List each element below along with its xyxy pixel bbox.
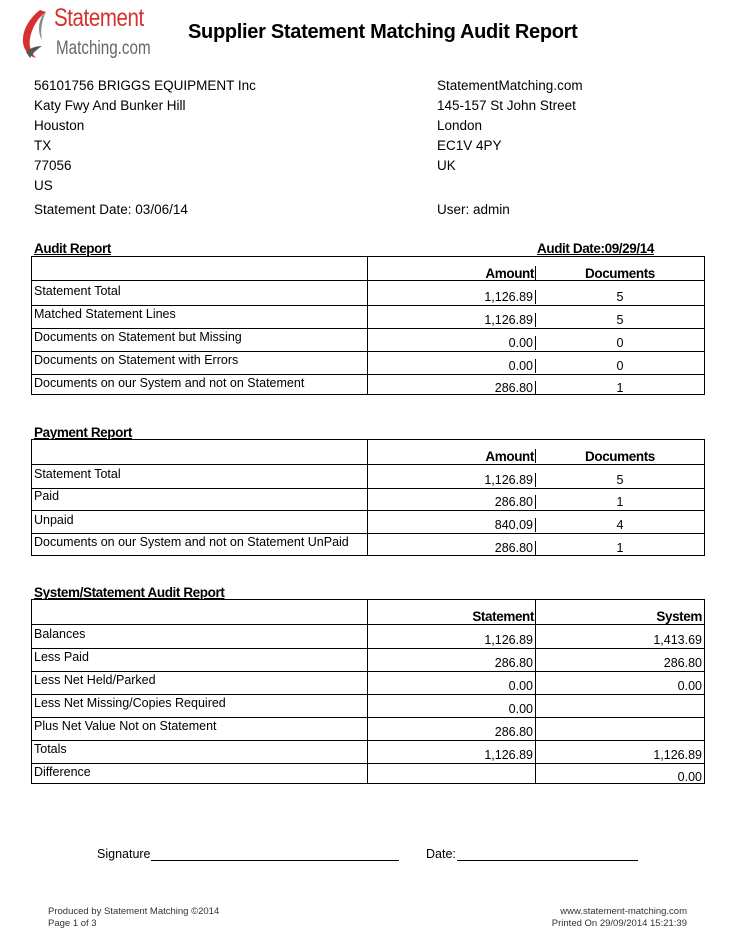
company-line: UK bbox=[437, 158, 456, 173]
table-row-system: 1,126.89 bbox=[653, 748, 702, 762]
table-row-statement: 0.00 bbox=[508, 679, 533, 693]
logo bbox=[20, 4, 151, 66]
table-row-label: Difference bbox=[34, 765, 91, 779]
table-row-label: Totals bbox=[34, 742, 67, 756]
table-row-system: 286.80 bbox=[663, 656, 702, 670]
supplier-address bbox=[34, 76, 256, 196]
table-row-label: Statement Total bbox=[34, 467, 121, 481]
table-row-docs: 5 bbox=[616, 313, 624, 327]
supplier-line: Katy Fwy And Bunker Hill bbox=[34, 98, 186, 113]
col-header-system: System bbox=[656, 609, 702, 624]
audit-report-title: Audit Report bbox=[34, 241, 111, 256]
system-report-table bbox=[31, 599, 705, 784]
supplier-line: 56101756 BRIGGS EQUIPMENT Inc bbox=[34, 78, 256, 93]
table-row-docs: 0 bbox=[616, 336, 624, 350]
supplier-line: US bbox=[34, 178, 53, 193]
table-row-system: 1,413.69 bbox=[653, 633, 702, 647]
col-header-documents: Documents bbox=[585, 266, 655, 281]
signature-line[interactable] bbox=[151, 860, 399, 861]
user-label: User: admin bbox=[437, 202, 510, 217]
table-row-docs: 4 bbox=[616, 518, 624, 532]
footer-right bbox=[552, 906, 687, 930]
table-row-amount: 0.00 bbox=[508, 359, 533, 373]
payment-report-title: Payment Report bbox=[34, 425, 132, 440]
signature-label: Signature bbox=[97, 847, 151, 861]
date-label: Date: bbox=[426, 847, 456, 861]
statement-date: Statement Date: 03/06/14 bbox=[34, 202, 188, 217]
table-row-label: Less Net Held/Parked bbox=[34, 673, 156, 687]
table-row-statement: 286.80 bbox=[494, 725, 533, 739]
audit-date: Audit Date:09/29/14 bbox=[537, 241, 654, 256]
table-row-amount: 286.80 bbox=[494, 381, 533, 395]
table-row-docs: 0 bbox=[616, 359, 624, 373]
table-row-docs: 1 bbox=[616, 381, 624, 395]
company-line: StatementMatching.com bbox=[437, 78, 583, 93]
company-line: London bbox=[437, 118, 483, 133]
supplier-line: TX bbox=[34, 138, 52, 153]
company-line: 145-157 St John Street bbox=[437, 98, 576, 113]
col-header-amount: Amount bbox=[485, 266, 534, 281]
table-row-system: 0.00 bbox=[677, 770, 702, 784]
table-row-statement: 1,126.89 bbox=[484, 633, 533, 647]
table-row-amount: 840.09 bbox=[494, 518, 533, 532]
table-row-label: Less Paid bbox=[34, 650, 89, 664]
table-row-label: Paid bbox=[34, 489, 60, 503]
col-header-amount: Amount bbox=[485, 449, 534, 464]
table-row-amount: 1,126.89 bbox=[484, 313, 533, 327]
table-row-label: Documents on Statement but Missing bbox=[34, 330, 242, 344]
table-row-system: 0.00 bbox=[677, 679, 702, 693]
table-row-statement: 1,126.89 bbox=[484, 748, 533, 762]
supplier-line: 77056 bbox=[34, 158, 72, 173]
table-row-statement: 0.00 bbox=[508, 702, 533, 716]
table-row-label: Documents on Statement with Errors bbox=[34, 353, 239, 367]
table-row-amount: 0.00 bbox=[508, 336, 533, 350]
footer-printed: Printed On 29/09/2014 15:21:39 bbox=[551, 918, 687, 929]
payment-report-table bbox=[31, 439, 705, 556]
company-line: EC1V 4PY bbox=[437, 138, 502, 153]
footer-url: www.statement-matching.com bbox=[560, 906, 687, 917]
footer-produced: Produced by Statement Matching ©2014 bbox=[48, 906, 220, 917]
logo-text-line2: Matching.com bbox=[56, 38, 151, 59]
table-row-label: Plus Net Value Not on Statement bbox=[34, 719, 217, 733]
col-header-documents: Documents bbox=[585, 449, 655, 464]
footer-left bbox=[48, 906, 219, 930]
col-header-statement: Statement bbox=[472, 609, 534, 624]
footer-page: Page 1 of 3 bbox=[48, 918, 97, 929]
table-row-label: Balances bbox=[34, 627, 86, 641]
table-row-docs: 1 bbox=[616, 541, 624, 555]
table-row-docs: 5 bbox=[616, 473, 624, 487]
company-address bbox=[437, 76, 583, 176]
table-row-amount: 1,126.89 bbox=[484, 290, 533, 304]
table-row-amount: 286.80 bbox=[494, 495, 533, 509]
date-line[interactable] bbox=[457, 860, 638, 861]
table-row-amount: 1,126.89 bbox=[484, 473, 533, 487]
table-row-amount: 286.80 bbox=[494, 541, 533, 555]
system-report-title: System/Statement Audit Report bbox=[34, 585, 225, 600]
table-row-label: Matched Statement Lines bbox=[34, 307, 176, 321]
table-row-label: Documents on our System and not on Statement UnPaid bbox=[34, 535, 349, 549]
page-title: Supplier Statement Matching Audit Report bbox=[188, 21, 578, 43]
logo-mark-icon bbox=[20, 8, 58, 60]
audit-report-table bbox=[31, 256, 705, 395]
table-row-label: Unpaid bbox=[34, 513, 74, 527]
table-row-label: Documents on our System and not on Statement bbox=[34, 376, 305, 390]
table-row-docs: 1 bbox=[616, 495, 624, 509]
table-row-statement: 286.80 bbox=[494, 656, 533, 670]
logo-text-line1: Statement bbox=[54, 4, 144, 32]
supplier-line: Houston bbox=[34, 118, 85, 133]
table-row-label: Statement Total bbox=[34, 284, 121, 298]
table-row-label: Less Net Missing/Copies Required bbox=[34, 696, 226, 710]
table-row-docs: 5 bbox=[616, 290, 624, 304]
